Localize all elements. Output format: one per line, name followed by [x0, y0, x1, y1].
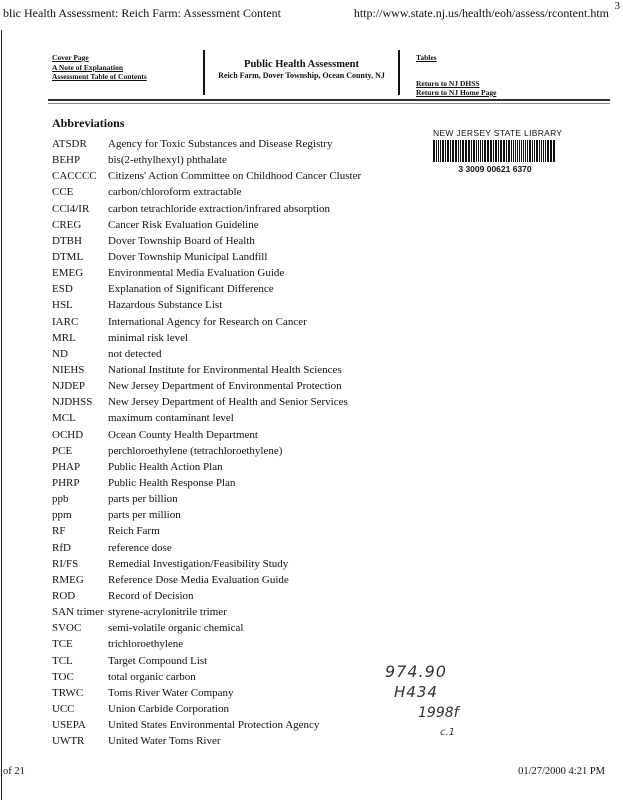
barcode-bar: [447, 140, 449, 162]
barcode-bar: [539, 140, 540, 162]
abbreviation-row: [52, 588, 392, 604]
barcode-bar: [527, 140, 528, 162]
abbreviation-row: [52, 410, 392, 426]
barcode-bar: [541, 140, 542, 162]
abbreviation-row: [52, 249, 392, 265]
barcode-bar: [480, 140, 481, 162]
abbreviation-row: [52, 653, 392, 669]
library-stamp-number: 3 3009 00621 6370: [458, 164, 532, 174]
abbreviation-definition: trichloroethylene: [108, 638, 184, 651]
abbreviation-definition: Union Carbide Corporation: [108, 702, 229, 715]
abbreviation-code: CCE: [52, 186, 74, 199]
abbreviation-code: BEHP: [52, 154, 81, 167]
document-subtitle: Reich Farm, Dover Township, Ocean County, NJ: [218, 71, 385, 80]
abbreviation-definition: Environmental Media Evaluation Guide: [108, 267, 285, 280]
nav-left-links: [52, 53, 197, 82]
barcode-bar: [462, 140, 464, 162]
barcode-bar: [513, 140, 514, 162]
barcode-bar: [511, 140, 512, 162]
barcode-bar: [484, 140, 486, 162]
table-of-contents-link[interactable]: Assessment Table of Contents: [52, 72, 147, 81]
document-title: Public Health Assessment: [244, 59, 359, 70]
abbreviation-code: NJDHSS: [52, 396, 93, 409]
abbreviation-definition: Hazardous Substance List: [108, 299, 223, 312]
abbreviation-code: PHRP: [52, 477, 80, 490]
abbreviation-row: [52, 265, 392, 281]
abbreviation-row: [52, 733, 392, 749]
abbreviation-row: [52, 427, 392, 443]
abbreviation-definition: minimal risk level: [108, 331, 189, 344]
abbreviation-definition: Dover Township Board of Health: [108, 234, 255, 247]
abbreviation-row: [52, 540, 392, 556]
abbreviation-code: ESD: [52, 283, 73, 296]
cover-page-link[interactable]: Cover Page: [52, 53, 89, 62]
abbreviation-code: DTML: [52, 251, 84, 264]
abbreviation-definition: Explanation of Significant Difference: [108, 283, 274, 296]
abbreviation-definition: United Water Toms River: [108, 735, 221, 748]
abbreviation-row: [52, 636, 392, 652]
nav-center-title: [207, 59, 396, 81]
abbreviation-row: [52, 523, 392, 539]
barcode-bar: [468, 140, 470, 162]
abbreviation-code: EMEG: [52, 267, 84, 280]
barcode-bar: [436, 140, 437, 162]
barcode-bar: [450, 140, 451, 162]
nav-divider-left: [203, 50, 205, 95]
abbreviation-code: CREG: [52, 218, 82, 231]
abbreviation-definition: carbon tetrachloride extraction/infrared absorption: [108, 202, 331, 215]
abbreviation-definition: semi-volatile organic chemical: [108, 622, 244, 635]
abbreviation-definition: Citizens' Action Committee on Childhood Cancer Cluster: [108, 170, 362, 183]
abbreviation-row: [52, 330, 392, 346]
note-of-explanation-link[interactable]: A Note of Explanation: [52, 62, 124, 72]
abbreviation-row: [52, 201, 392, 217]
print-datetime: 01/27/2000 4:21 PM: [518, 766, 605, 777]
handwritten-call-number: H434: [394, 683, 438, 701]
barcode-bar: [482, 140, 483, 162]
corner-page-mark: 3: [614, 0, 620, 12]
abbreviation-definition: Reference Dose Media Evaluation Guide: [108, 573, 289, 586]
barcode-bar: [493, 140, 494, 162]
abbreviation-code: MCL: [52, 412, 76, 425]
abbreviation-code: SAN trimer: [52, 606, 104, 619]
abbreviation-code: RMEG: [52, 573, 84, 586]
barcode-bar: [508, 140, 510, 162]
abbreviation-code: TRWC: [52, 686, 84, 699]
header-rule-thin: [48, 103, 610, 104]
barcode-bar: [460, 140, 461, 162]
barcode-bar: [517, 140, 518, 162]
barcode-bar: [433, 140, 435, 162]
abbreviation-code: UWTR: [52, 735, 85, 748]
abbreviation-row: [52, 701, 392, 717]
abbreviation-definition: National Institute for Environmental Health Sciences: [108, 364, 342, 377]
abbreviation-row: [52, 491, 392, 507]
abbreviation-row: [52, 152, 392, 168]
barcode-bar: [519, 140, 520, 162]
abbreviation-row: [52, 136, 392, 152]
abbreviation-row: [52, 669, 392, 685]
abbreviation-definition: Reich Farm: [108, 525, 160, 538]
abbreviations-list: [52, 136, 392, 749]
barcode-bar: [543, 140, 544, 162]
abbreviation-definition: parts per million: [108, 509, 181, 522]
barcode-bar: [529, 140, 531, 162]
nav-divider-right: [398, 50, 400, 95]
abbreviation-row: [52, 378, 392, 394]
handwritten-call-number: 1998f: [418, 705, 459, 721]
return-nj-home-link[interactable]: Return to NJ Home Page: [416, 88, 497, 97]
abbreviation-definition: maximum contaminant level: [108, 412, 234, 425]
barcode-bar: [545, 140, 546, 162]
barcode-bar: [503, 140, 505, 162]
abbreviation-row: [52, 572, 392, 588]
barcode-bar: [553, 140, 555, 162]
barcode-bar: [515, 140, 516, 162]
barcode-bar: [478, 140, 479, 162]
abbreviation-code: USEPA: [52, 719, 86, 732]
abbreviation-code: RfD: [52, 541, 71, 554]
barcode-bar: [521, 140, 522, 162]
abbreviation-row: [52, 459, 392, 475]
abbreviation-definition: Toms River Water Company: [108, 686, 234, 699]
abbreviation-definition: total organic carbon: [108, 670, 196, 683]
abbreviation-definition: Public Health Response Plan: [108, 477, 236, 490]
abbreviation-row: [52, 314, 392, 330]
abbreviation-definition: Record of Decision: [108, 590, 194, 602]
barcode-bar: [471, 140, 472, 162]
abbreviation-row: [52, 184, 392, 200]
abbreviation-code: HSL: [52, 299, 73, 312]
browser-window-title: blic Health Assessment: Reich Farm: Assessment Content: [3, 6, 281, 20]
abbreviation-code: CACCCC: [52, 170, 97, 183]
barcode-bar: [498, 140, 499, 162]
abbreviation-code: NIEHS: [52, 364, 85, 377]
abbreviation-definition: carbon/chloroform extractable: [108, 186, 242, 199]
abbreviation-code: TCL: [52, 654, 73, 667]
abbreviation-row: [52, 281, 392, 297]
abbreviation-code: RF: [52, 525, 66, 538]
barcode-bar: [534, 140, 535, 162]
barcode-bar: [532, 140, 533, 162]
abbreviation-code: TOC: [52, 670, 74, 683]
abbreviation-code: NJDEP: [52, 380, 86, 393]
abbreviation-code: OCHD: [52, 428, 84, 441]
barcode-bar: [487, 140, 489, 162]
abbreviation-definition: Cancer Risk Evaluation Guideline: [108, 218, 259, 231]
abbreviation-row: [52, 346, 392, 362]
barcode-bar: [550, 140, 552, 162]
abbreviation-code: PHAP: [52, 460, 81, 473]
barcode-bar: [506, 140, 507, 162]
abbreviation-code: RI/FS: [52, 557, 79, 570]
abbreviation-row: [52, 604, 392, 620]
tables-link[interactable]: Tables: [416, 53, 437, 62]
abbreviation-row: [52, 297, 392, 313]
abbreviation-definition: reference dose: [108, 541, 172, 554]
abbreviation-definition: bis(2-ethylhexyl) phthalate: [108, 154, 227, 167]
abbreviation-definition: parts per billion: [108, 493, 178, 506]
abbreviation-code: CCl4/IR: [52, 202, 90, 215]
abbreviation-definition: Agency for Toxic Substances and Disease Registry: [108, 138, 333, 151]
abbreviation-row: [52, 394, 392, 410]
barcode-bar: [455, 140, 457, 162]
abbreviation-row: [52, 507, 392, 523]
handwritten-call-number: 974.90: [385, 662, 447, 681]
library-stamp-title: NEW JERSEY STATE LIBRARY: [433, 128, 563, 138]
page-url: http://www.state.nj.us/health/eoh/assess/rcontent.htm: [353, 6, 609, 20]
barcode-bar: [442, 140, 444, 162]
return-njdhss-link[interactable]: Return to NJ DHSS: [416, 78, 480, 88]
abbreviation-definition: Public Health Action Plan: [108, 460, 223, 473]
abbreviation-row: [52, 443, 392, 459]
barcode-bar: [495, 140, 497, 162]
abbreviation-definition: New Jersey Department of Environmental Protection: [108, 380, 342, 393]
barcode-icon: [433, 140, 557, 162]
abbreviation-definition: Target Compound List: [108, 654, 208, 667]
abbreviation-row: [52, 685, 392, 701]
abbreviation-code: MRL: [52, 331, 76, 344]
abbreviation-code: ppb: [52, 493, 69, 506]
abbreviation-definition: not detected: [108, 347, 162, 360]
abbreviation-row: [52, 362, 392, 378]
abbreviation-code: ROD: [52, 590, 76, 602]
abbreviation-definition: Dover Township Municipal Landfill: [108, 251, 268, 264]
abbreviation-code: IARC: [52, 315, 79, 328]
barcode-bar: [465, 140, 467, 162]
abbreviation-definition: New Jersey Department of Health and Senior Services: [108, 396, 348, 409]
barcode-bar: [525, 140, 526, 162]
abbreviation-row: [52, 717, 392, 733]
barcode-bar: [536, 140, 538, 162]
abbreviation-row: [52, 475, 392, 491]
abbreviation-code: ND: [52, 347, 68, 360]
barcode-bar: [440, 140, 441, 162]
barcode-bar: [476, 140, 477, 162]
barcode-bar: [458, 140, 459, 162]
abbreviation-definition: styrene-acrylonitrile trimer: [108, 606, 227, 619]
abbreviation-row: [52, 233, 392, 249]
abbreviation-definition: International Agency for Research on Cancer: [108, 315, 307, 328]
scan-edge-line: [1, 30, 2, 800]
page-count: of 21: [3, 766, 25, 777]
abbreviation-code: ppm: [52, 509, 72, 522]
nav-right-links: [416, 53, 496, 98]
abbreviation-code: DTBH: [52, 234, 82, 247]
abbreviation-definition: Remedial Investigation/Feasibility Study: [108, 557, 289, 570]
barcode-bar: [500, 140, 502, 162]
barcode-bar: [438, 140, 439, 162]
barcode-bar: [473, 140, 475, 162]
library-stamp: [433, 128, 583, 174]
handwritten-call-number: c.1: [440, 727, 456, 738]
abbreviation-definition: perchloroethylene (tetrachloroethylene): [108, 444, 283, 457]
section-heading: Abbreviations: [52, 116, 125, 130]
barcode-bar: [445, 140, 446, 162]
abbreviation-code: ATSDR: [52, 138, 87, 151]
abbreviation-definition: Ocean County Health Department: [108, 428, 258, 441]
abbreviation-row: [52, 556, 392, 572]
abbreviation-row: [52, 168, 392, 184]
abbreviation-code: TCE: [52, 638, 73, 651]
barcode-bar: [547, 140, 549, 162]
barcode-bar: [452, 140, 454, 162]
abbreviation-row: [52, 620, 392, 636]
abbreviation-code: PCE: [52, 444, 73, 457]
barcode-bar: [523, 140, 524, 162]
abbreviation-code: SVOC: [52, 622, 82, 635]
header-rule: [48, 99, 610, 101]
abbreviation-row: [52, 217, 392, 233]
abbreviation-definition: United States Environmental Protection Agency: [108, 719, 320, 732]
barcode-bar: [490, 140, 492, 162]
abbreviation-code: UCC: [52, 702, 75, 715]
